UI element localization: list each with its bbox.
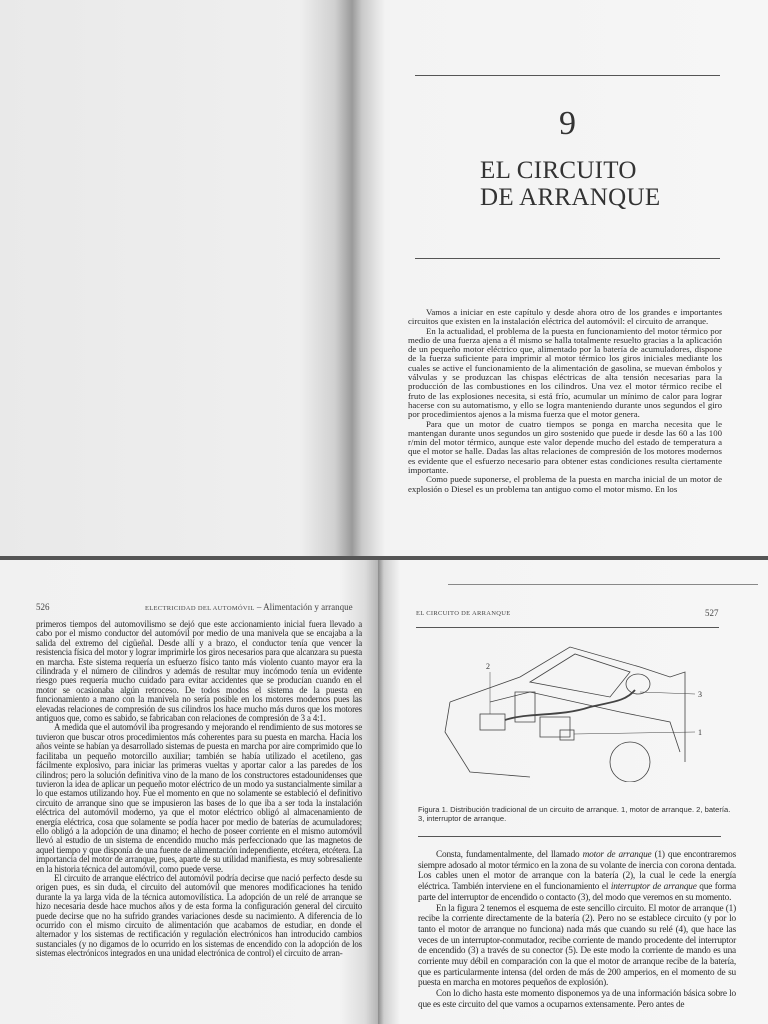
paragraph: Como puede suponerse, el problema de la puesta en marcha inicial de un motor de explosión o Diesel es un problema tan antiguo como el motor mismo. En los: [408, 474, 722, 494]
steering-wheel: [626, 674, 650, 694]
running-head-section: – Alimentación y arranque: [254, 602, 353, 612]
caption-rule: [418, 836, 721, 837]
page-number: 526: [36, 602, 50, 612]
chapter-intro-text: [408, 308, 722, 494]
paragraph: En la actualidad, el problema de la puesta en funcionamiento del motor térmico por medio de una fuerza ajena a él mismo se halla totalmente resuelto gracias a la aplicación de un pequeño motor eléctrico que, alimentado por la batería de acumuladores, dispone de la fuerza suficiente para imprimir al motor térmico los giros iniciales mediante los cuales se active el funcionamiento de la alimentación de gasolina, se muevan émbolos y válvulas y se produzcan las chispas eléctricas de alta tensión necesarias para la producción de las combustiones en los cilindros. Una vez el motor térmico recibe el fruto de las explosiones necesita, si está frío, acumular un mínimo de calor para lograr hacerse con su automatismo, y ello se logra manteniendo durante unos segundos el giro por procedimientos ajenos a la misma fuerza que el motor genera.: [408, 325, 722, 420]
paragraph: El circuito de arranque eléctrico del automóvil podría decirse que nació perfecto desde su origen pues, es sin duda, el circuito del automóvil que menores modificaciones ha tenido durante la ya larga vida de la técnica automovilística. La adopción de un relé de arranque se hizo necesaria desde hace muchos años y de esta forma la configuración general del circuito puede decirse que no ha sufrido grandes variaciones desde su nacimiento. A diferencia de lo ocurrido con el mismo circuito de alimentación que acabamos de estudiar, en donde el alternador y los sistemas de rectificación y regulación electrónicos han introducido cambios sustanciales (y no digamos de lo ocurrido en los sistemas de encendido con la adopción de los sistemas electrónicos integrados en una unidad electrónica de control) el circuito de arran-: [36, 872, 362, 959]
starter-motor-drawing: [560, 730, 574, 740]
wheel-arch: [610, 742, 650, 782]
right-page-527: [378, 560, 768, 1024]
leader-lines: [490, 672, 695, 734]
paragraph: [418, 850, 736, 904]
text-run: (1) que encontraremos siempre adosado al motor térmico en la zona de su volante de inercia con corona dentada. Los cables unen el motor de arranque con la batería (2), la cual le cede la energía eléctrica. También interviene en el funcionamiento el: [418, 850, 736, 893]
windshield: [530, 654, 630, 697]
body-text: [36, 620, 362, 959]
term-motor-de-arranque: motor de arranque: [582, 850, 652, 860]
label-2: 2: [486, 662, 490, 671]
chapter-number: 9: [559, 105, 576, 142]
top-edge-rule: [448, 584, 758, 585]
paragraph: primeros tiempos del automovilismo se dejó que este accionamiento inicial fuera llevado a cabo por el mismo conductor del automóvil por medio de una manivela que se encajaba a la salida del extremo del cigüeñal. Desde allí y a brazo, el conductor tenía que vencer la resistencia física del motor y lograr imprimirle los giros necesarios para que alcanzara su puesta en marcha. Este sistema requería un esfuerzo físico tanto más violento cuanto mayor era la cilindrada y el número de cilindros y además de resultar muy incómodo tenía un evidente riesgo pues requería mucho cuidado para evitar accidentes que se producían cuando en el motor se ocasionaba algún retroceso. De todos modos el sistema de la puesta en funcionamiento a mano con la manivela no sería posible en los motores modernos pues las elevadas relaciones de compresión de sus cilindros los hace mucho más duros que los motores antiguos que, como es sabido, se fabricaban con relaciones de compresión de 3 a 4:1.: [36, 619, 362, 724]
running-head: [145, 602, 353, 612]
chapter-title-line1: EL CIRCUITO: [480, 157, 637, 184]
hood-fender: [445, 692, 680, 777]
page-number: 527: [705, 608, 719, 618]
text-run: que forma parte del interruptor de encendido o contacto (3), del modo que veremos en su momento.: [418, 882, 736, 903]
cable: [505, 690, 635, 720]
paragraph: Para que un motor de cuatro tiempos se ponga en marcha necesita que le mantengan durante unos segundos un giro sostenido que puede ir desde las 60 a las 100 r/min del motor térmico, aunque este valor depende mucho del estado de temperatura a que el motor se halle. Dadas las altas relaciones de compresión de los motores modernos es evidente que el esfuerzo necesario para obtener estas condiciones resulta ciertamente importante.: [408, 418, 722, 476]
chapter-title: [480, 157, 660, 211]
label-1: 1: [698, 728, 702, 737]
body-text: [418, 850, 736, 1011]
running-head: EL CIRCUITO DE ARRANQUE: [416, 610, 511, 617]
top-rule: [415, 75, 720, 76]
paragraph: En la figura 2 tenemos el esquema de este sencillo circuito. El motor de arranque (1) recibe la corriente directamente de la batería (2). Pero no se establece circuito (y por lo tanto el motor de arranque no funciona) nada más que cuando su relé (4), que hace las veces de un interruptor-conmutador, recibe corriente de mando procedente del interruptor de encendido (3) a través de su conector (5). De este modo la corriente de mando es una corriente muy débil en comparación con la que el motor de arranque recibe de la batería, que es particularmente intensa (del orden de más de 200 amperios, en el momento de su puesta en marcha en motores pequeños de explosión).: [418, 903, 736, 989]
running-head-book: ELECTRICIDAD DEL AUTOMÓVIL: [145, 605, 255, 612]
header-rule: [416, 627, 719, 628]
battery-drawing: [480, 714, 505, 730]
left-page-526: [0, 560, 378, 1024]
paragraph: Con lo dicho hasta este momento disponemos ya de una información básica sobre lo que es este circuito del que vamos a ocuparnos extensamente. Pero antes de: [418, 989, 736, 1010]
label-3: 3: [698, 690, 702, 699]
figure-car-starting-circuit: [430, 632, 730, 782]
title-bottom-rule: [415, 258, 720, 259]
paragraph: Vamos a iniciar en este capítulo y desde ahora otro de los grandes e importantes circuitos que existen en la instalación eléctrica del automóvil: el circuito de arranque.: [408, 307, 722, 327]
paragraph: A medida que el automóvil iba progresando y mejorando el rendimiento de sus motores se tuvieron que buscar otros procedimientos más coherentes para su puesta en marcha. Hacia los años veinte se habían ya desarrollado sistemas de puesta en marcha por aire comprimido que lo facilitaba un pequeño motorcillo auxiliar; también se había utilizado el acetileno, gas fácilmente explosivo, para iniciar las primeras vueltas y aportar calor a las paredes de los cilindros; pero la solución definitiva vino de la mano de los constructores estadounidenses que tuvieron la idea de aplicar un pequeño motor eléctrico de un modo ya sustancialmente similar a lo que estamos utilizando hoy. Fue el momento en que no solamente se estableció el definitivo circuito de arranque sino que se impusieron las bases de lo que iba a ser toda la instalación eléctrica del automóvil moderno, ya que el motor eléctrico obligó al almacenamiento de energía eléctrica, cosa que solamente se podía hacer por medio de baterías de acumuladores; ello obligó a la adopción de una dinamo; el hecho de poseer corriente en el mismo automóvil llevó al estudio de un sistema de encendido mucho más perfeccionado que las magnetos de aquel tiempo y que disponía de una fuente de alimentación independiente, etcétera, etcétera. La importancia del motor de arranque, pues, aparte de su utilidad manifiesta, es muy sobresaliente en la historia técnica del automóvil, como puede verse.: [36, 722, 362, 874]
term-interruptor-de-arranque: interruptor de arranque: [610, 882, 697, 893]
text-run: Consta, fundamentalmente, del llamado: [436, 850, 583, 860]
chapter-title-line2: DE ARRANQUE: [480, 184, 661, 211]
figure-caption: Figura 1. Distribución tradicional de un circuito de arranque. 1, motor de arranque. 2, batería. 3, interruptor de arranque.: [418, 805, 731, 823]
